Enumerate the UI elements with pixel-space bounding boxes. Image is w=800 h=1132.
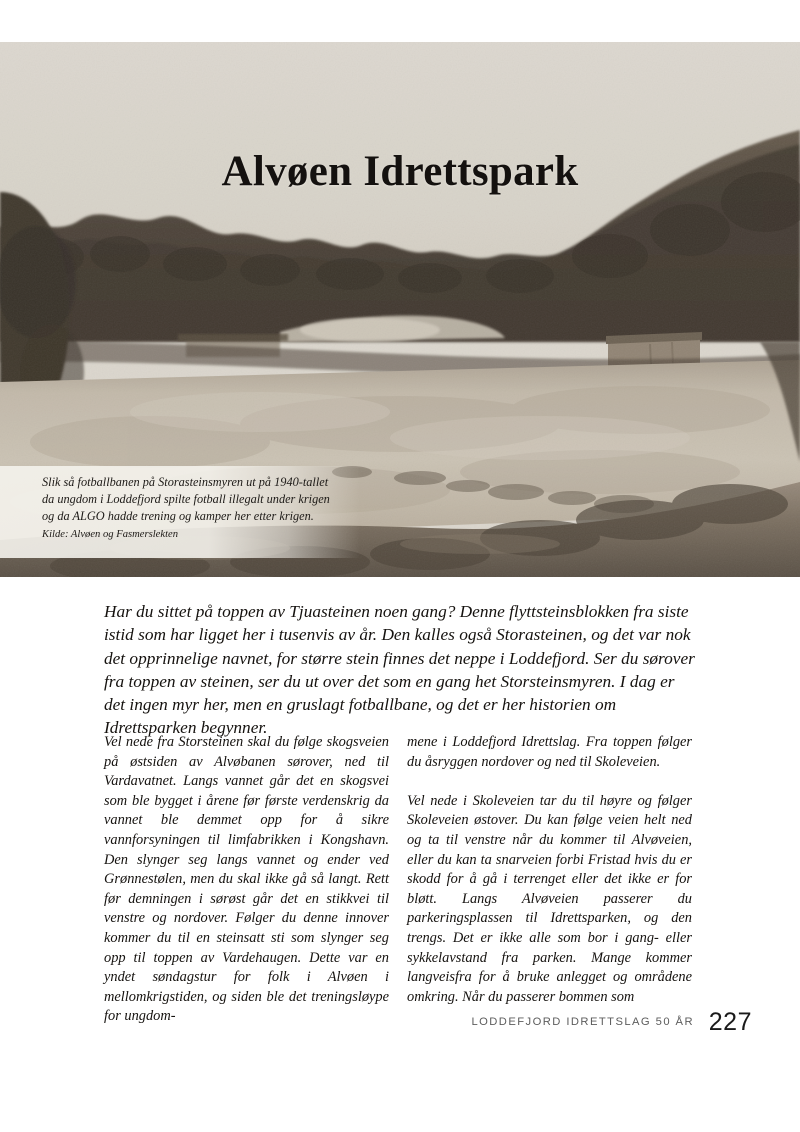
paragraph: mene i Loddefjord Idrettslag. Fra toppen følger du åsryggen nordover og ned til Skoleveien. xyxy=(407,734,692,770)
body-column-right xyxy=(407,733,692,1007)
page-number: 227 xyxy=(708,1008,752,1036)
intro-paragraph: Har du sittet på toppen av Tjuasteinen noen gang? Denne flyttsteinsblokken fra siste istid som har ligget her i tusenvis av år. Den kalles også Storasteinen, og det var nok det opprinnelige navnet, for større stein finnes det neppe i Loddefjord. Ser du sørover fra toppen av steinen, ser du ut over det som en gang het Storsteinsmyren. I dag er det ingen myr her, men en gruslagt fotballbane, og det er her historien om Idrettsparken begynner. xyxy=(104,602,695,738)
page-footer xyxy=(0,1008,800,1040)
paragraph: Vel nede fra Storsteinen skal du følge skogsveien på østsiden av Alvøbanen sørover, ned til Vardavatnet. Langs vannet går det en skogsvei som ble bygget i årene før første verdenskrig da vannet ble demmet opp for å sikre vannforsyningen til limfabrikken i Kongshavn. Den slynger seg langs vannet og ender ved Grønnestølen, men du skal ikke gå så langt. Rett før demningen i sørøst går det en stikkvei til venstre og nordover. Følger du denne innover kommer du til en steinsatt sti som slynger seg opp til toppen av Vardehaugen. Dette var en yndet søndagstur for folk i Alvøen i mellomkrigstiden, og siden ble det treningsløype for ungdom- xyxy=(104,734,389,1025)
paragraph: Vel nede i Skoleveien tar du til høyre og følger Skoleveien østover. Du kan følge veien helt ned og ta til venstre når du kommer til Alvøveien, eller du kan ta snarveien forbi Fristad hvis du er skodd for å gå i terrenget eller det ikke er for bløtt. Langs Alvøveien passerer du parkeringsplassen til Idrettsparken, og den trengs. Det er ikke alle som bor i gang- eller sykkelavstand fra parken. Mange kommer langveisfra for å bruke anlegget og områdene omkring. Når du passerer bommen som xyxy=(407,792,692,1005)
photo-caption xyxy=(0,466,360,558)
page-title: Alvøen Idrettspark xyxy=(221,147,579,195)
caption-line-3: og da ALGO hadde trening og kamper her etter krigen. xyxy=(42,509,314,524)
caption-line-2: da ungdom i Loddefjord spilte fotball illegalt under krigen xyxy=(42,492,330,507)
footer-book-title: LODDEFJORD IDRETTSLAG 50 ÅR xyxy=(471,1016,694,1028)
caption-line-1: Slik så fotballbanen på Storasteinsmyren ut på 1940-tallet xyxy=(42,475,329,489)
body-column-left xyxy=(104,733,389,1027)
caption-source: Kilde: Alvøen og Fasmerslekten xyxy=(42,528,179,540)
